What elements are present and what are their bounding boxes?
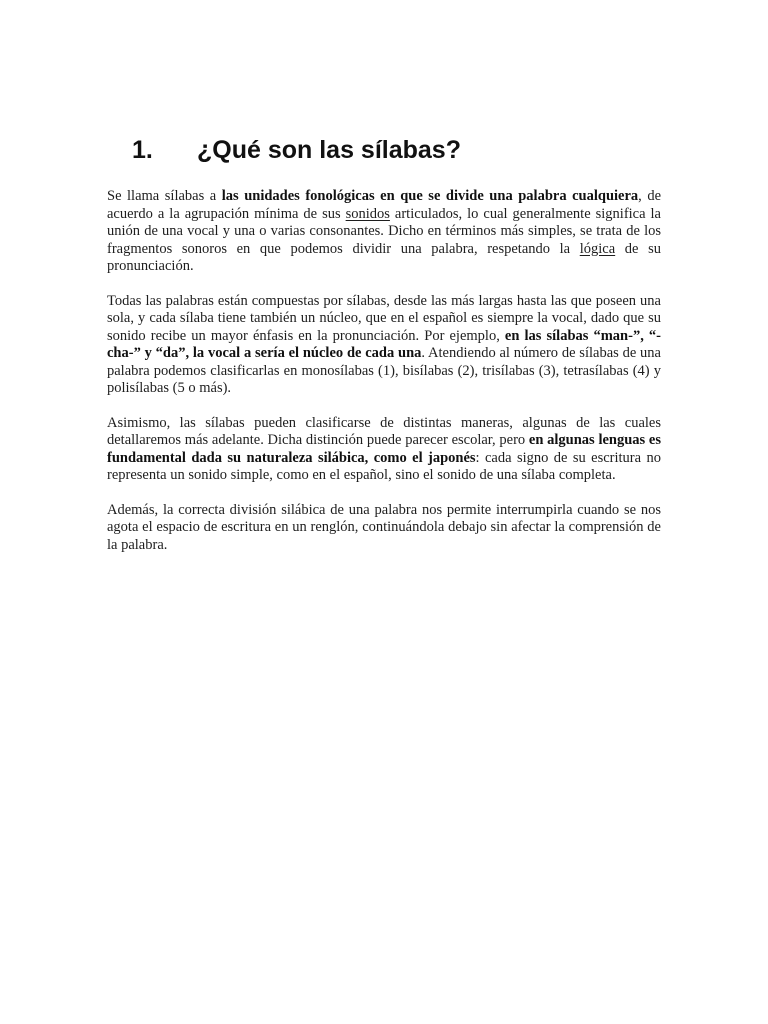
body-text: Se llama sílabas a <box>107 188 222 204</box>
body-text: de su pronunciación. <box>107 240 661 274</box>
link-text[interactable]: lógica <box>579 240 616 257</box>
body-text: , de acuerdo a la agrupación mínima de sus <box>107 188 662 222</box>
section-title: ¿Qué son las sílabas? <box>197 136 461 164</box>
body-text: . Atendiendo al número de sílabas de una palabra podemos clasificarlas en monosílabas (1), bisílabas (2), trisílabas (3), tetrasílabas (4) y polisílabas (5 o más). <box>107 345 661 396</box>
paragraph <box>107 502 661 555</box>
section-number: 1. <box>132 136 153 164</box>
body-text: Todas las palabras están compuestas por sílabas, desde las más largas hasta las que poseen una sola, y cada sílaba tiene también un núcleo, que en el español es siempre la vocal, dado que su sonido recibe un mayor énfasis en la pronunciación. Por ejemplo, <box>107 292 661 344</box>
section-heading <box>132 131 692 171</box>
bold-text: en algunas lenguas es fundamental dada su naturaleza silábica, como el japonés <box>107 432 661 466</box>
document-body <box>107 188 661 571</box>
paragraph <box>107 188 661 276</box>
bold-text: en las sílabas “man-”, “-cha-” y “da”, la vocal a sería el núcleo de cada una <box>107 327 661 361</box>
paragraph <box>107 293 661 398</box>
link-text[interactable]: sonidos <box>345 205 390 222</box>
paragraph <box>107 415 661 485</box>
body-text: Asimismo, las sílabas pueden clasificarse de distintas maneras, algunas de las cuales detallaremos más adelante. Dicha distinción puede parecer escolar, pero <box>107 414 661 448</box>
body-text: articulados, lo cual generalmente significa la unión de una vocal y una o varias consonantes. Dicho en términos más simples, se trata de los fragmentos sonoros en que podemos dividir una palabra, respetando la <box>107 205 661 257</box>
body-text: : cada signo de su escritura no representa un sonido simple, como en el español, sino el sonido de una sílaba completa. <box>107 449 661 483</box>
bold-text: las unidades fonológicas en que se divide una palabra cualquiera <box>221 188 639 204</box>
body-text: Además, la correcta división silábica de una palabra nos permite interrumpirla cuando se nos agota el espacio de escritura en un renglón, continuándola debajo sin afectar la comprensión de la palabra. <box>107 501 661 553</box>
